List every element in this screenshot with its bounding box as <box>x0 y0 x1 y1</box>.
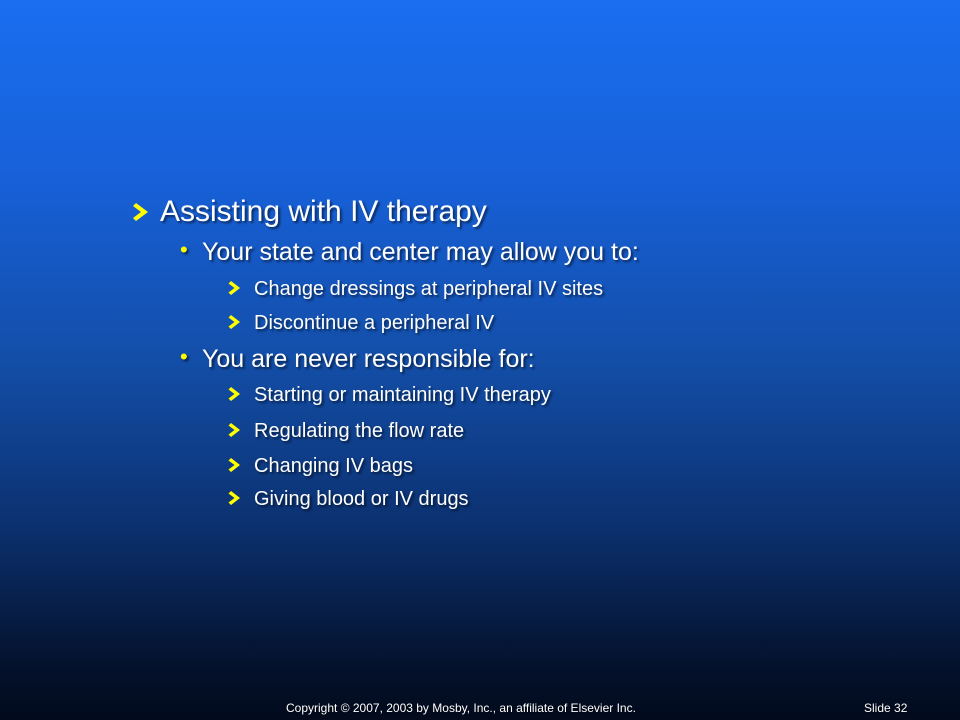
list-item-text: Starting or maintaining IV therapy <box>254 384 551 406</box>
group-2-label: You are never responsible for: <box>202 345 535 373</box>
heading-bullet <box>132 195 487 229</box>
list-item <box>228 312 494 335</box>
group-1-bullet <box>180 238 639 267</box>
arrow-right-icon <box>228 422 246 438</box>
list-item-text: Change dressings at peripheral IV sites <box>254 278 604 300</box>
dot-icon: • <box>180 237 188 262</box>
arrow-right-icon <box>228 490 246 506</box>
arrow-right-icon <box>228 386 246 402</box>
list-item-text: Giving blood or IV drugs <box>254 488 469 510</box>
arrow-right-icon <box>228 314 246 330</box>
list-item <box>228 384 551 407</box>
list-item-text: Discontinue a peripheral IV <box>254 312 495 334</box>
slide-number: Slide 32 <box>864 701 908 715</box>
footer-copyright: Copyright © 2007, 2003 by Mosby, Inc., an affiliate of Elsevier Inc. <box>286 701 636 715</box>
list-item-text: Regulating the flow rate <box>254 420 465 442</box>
arrow-right-icon <box>132 201 152 223</box>
arrow-right-icon <box>228 280 246 296</box>
dot-icon: • <box>180 344 188 369</box>
group-2-bullet <box>180 345 535 374</box>
list-item-text: Changing IV bags <box>254 455 414 477</box>
list-item <box>228 488 469 511</box>
group-1-label: Your state and center may allow you to: <box>202 238 639 266</box>
heading-text: Assisting with IV therapy <box>160 195 487 228</box>
list-item <box>228 278 603 301</box>
list-item <box>228 455 413 478</box>
arrow-right-icon <box>228 457 246 473</box>
list-item <box>228 420 464 443</box>
